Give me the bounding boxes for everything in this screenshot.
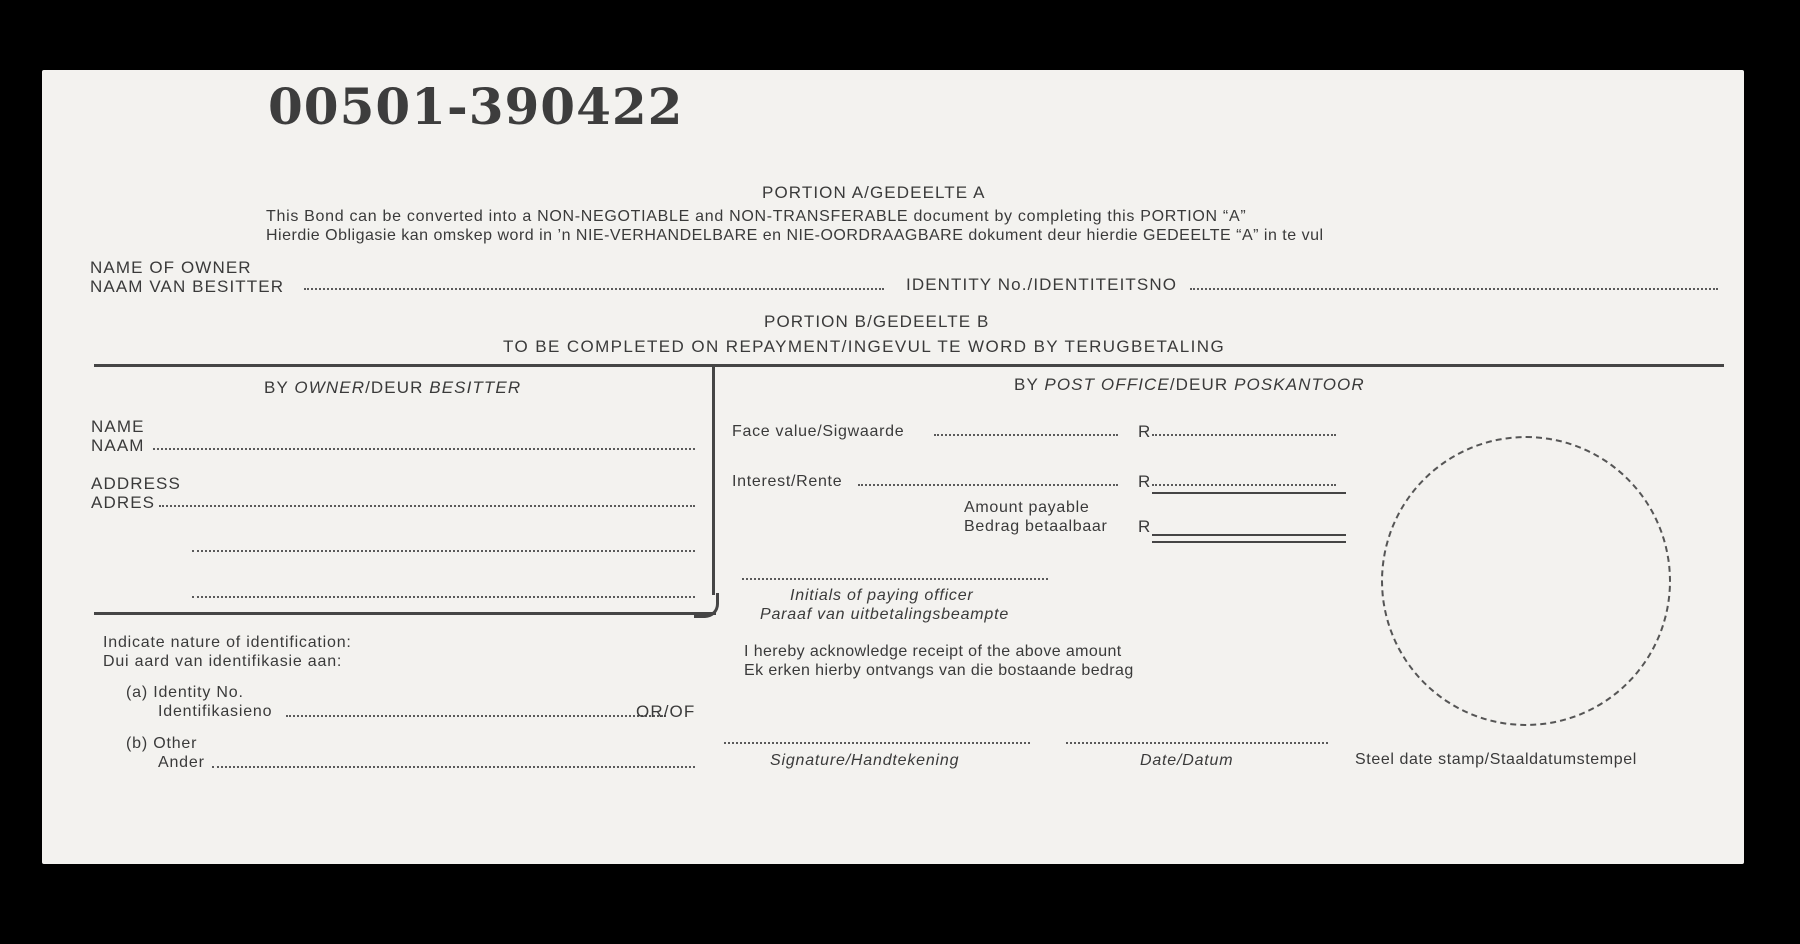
owner-title-deur: /DEUR <box>365 378 430 397</box>
identity-number-field[interactable] <box>1190 288 1718 290</box>
address-label-af: ADRES <box>91 493 156 512</box>
amount-payable-field[interactable] <box>1152 534 1346 536</box>
owner-title-by: BY <box>264 378 295 397</box>
interest-currency: R <box>1138 472 1152 491</box>
face-value-currency: R <box>1138 422 1152 441</box>
post-office-section-title <box>1014 375 1365 394</box>
identification-heading-af: Dui aard van identifikasie aan: <box>103 653 343 670</box>
or-of-label: OR/OF <box>636 702 696 721</box>
portion-a-heading: PORTION A/GEDEELTE A <box>762 183 986 202</box>
address-line-2[interactable] <box>192 550 695 552</box>
initials-field[interactable] <box>742 578 1048 580</box>
owner-box-right-border <box>712 367 715 595</box>
date-stamp-circle <box>1381 436 1671 726</box>
interest-label: Interest/Rente <box>732 473 843 490</box>
amount-payable-en: Amount payable <box>964 499 1090 516</box>
interest-field[interactable] <box>1152 484 1336 486</box>
address-line-3[interactable] <box>192 596 695 598</box>
other-identification-line[interactable] <box>212 766 695 768</box>
identity-option-a-af: Identifikasieno <box>158 703 273 720</box>
identity-option-a: (a) Identity No. <box>126 684 244 701</box>
initials-label-en: Initials of paying officer <box>790 587 974 604</box>
interest-underline <box>1152 492 1346 494</box>
owner-label-en: NAME OF OWNER <box>90 258 252 277</box>
address-line-1[interactable] <box>159 505 695 507</box>
po-title-deur: /DEUR <box>1169 375 1235 394</box>
identity-number-line[interactable] <box>286 715 666 717</box>
po-title-post: POST OFFICE <box>1044 375 1170 394</box>
address-label-en: ADDRESS <box>91 474 181 493</box>
identification-heading-en: Indicate nature of identification: <box>103 634 352 651</box>
date-field[interactable] <box>1066 742 1328 744</box>
owner-label-af: NAAM VAN BESITTER <box>90 277 285 296</box>
signature-label: Signature/Handtekening <box>770 752 960 769</box>
identity-label: IDENTITY No./IDENTITEITSNO <box>906 275 1178 294</box>
face-value-field[interactable] <box>1152 434 1336 436</box>
owner-title-owner: OWNER <box>294 378 366 397</box>
owner-box-bottom-border <box>94 612 716 615</box>
initials-label-af: Paraaf van uitbetalingsbeampte <box>760 606 1010 623</box>
portion-a-line-en: This Bond can be converted into a NON-NEGOTIABLE and NON-TRANSFERABLE document by completing this PORTION “A” <box>266 208 1247 225</box>
portion-b-top-rule <box>94 364 1724 367</box>
name-label-en: NAME <box>91 417 145 436</box>
name-label-af: NAAM <box>91 436 145 455</box>
stamp-label: Steel date stamp/Staaldatumstempel <box>1355 751 1637 768</box>
face-value-label: Face value/Sigwaarde <box>732 423 905 440</box>
amount-payable-currency: R <box>1138 517 1152 536</box>
date-label: Date/Datum <box>1140 752 1234 769</box>
identity-option-b-af: Ander <box>158 754 205 771</box>
signature-field[interactable] <box>724 742 1030 744</box>
owner-name-field[interactable] <box>304 288 884 290</box>
serial-number: 00501-390422 <box>268 77 684 136</box>
face-value-dots <box>934 434 1118 436</box>
po-title-poskantoor: POSKANTOOR <box>1234 375 1365 394</box>
receipt-text-af: Ek erken hierby ontvangs van die bostaande bedrag <box>744 662 1134 679</box>
portion-b-subheading: TO BE COMPLETED ON REPAYMENT/INGEVUL TE WORD BY TERUGBETALING <box>503 337 1226 356</box>
po-title-by: BY <box>1014 375 1045 394</box>
receipt-text-en: I hereby acknowledge receipt of the above amount <box>744 643 1122 660</box>
amount-payable-af: Bedrag betaalbaar <box>964 518 1108 535</box>
owner-section-title <box>264 378 521 397</box>
owner-title-besitter: BESITTER <box>429 378 522 397</box>
owner-name-line[interactable] <box>153 448 695 450</box>
interest-dots <box>858 484 1118 486</box>
bond-document <box>42 70 1744 864</box>
amount-payable-double-rule <box>1152 541 1346 543</box>
portion-a-line-af: Hierdie Obligasie kan omskep word in ’n NIE-VERHANDELBARE en NIE-OORDRAAGBARE dokument deur hierdie GEDEELTE “A” in te vul <box>266 227 1324 244</box>
portion-b-heading: PORTION B/GEDEELTE B <box>764 312 990 331</box>
identity-option-b: (b) Other <box>126 735 198 752</box>
